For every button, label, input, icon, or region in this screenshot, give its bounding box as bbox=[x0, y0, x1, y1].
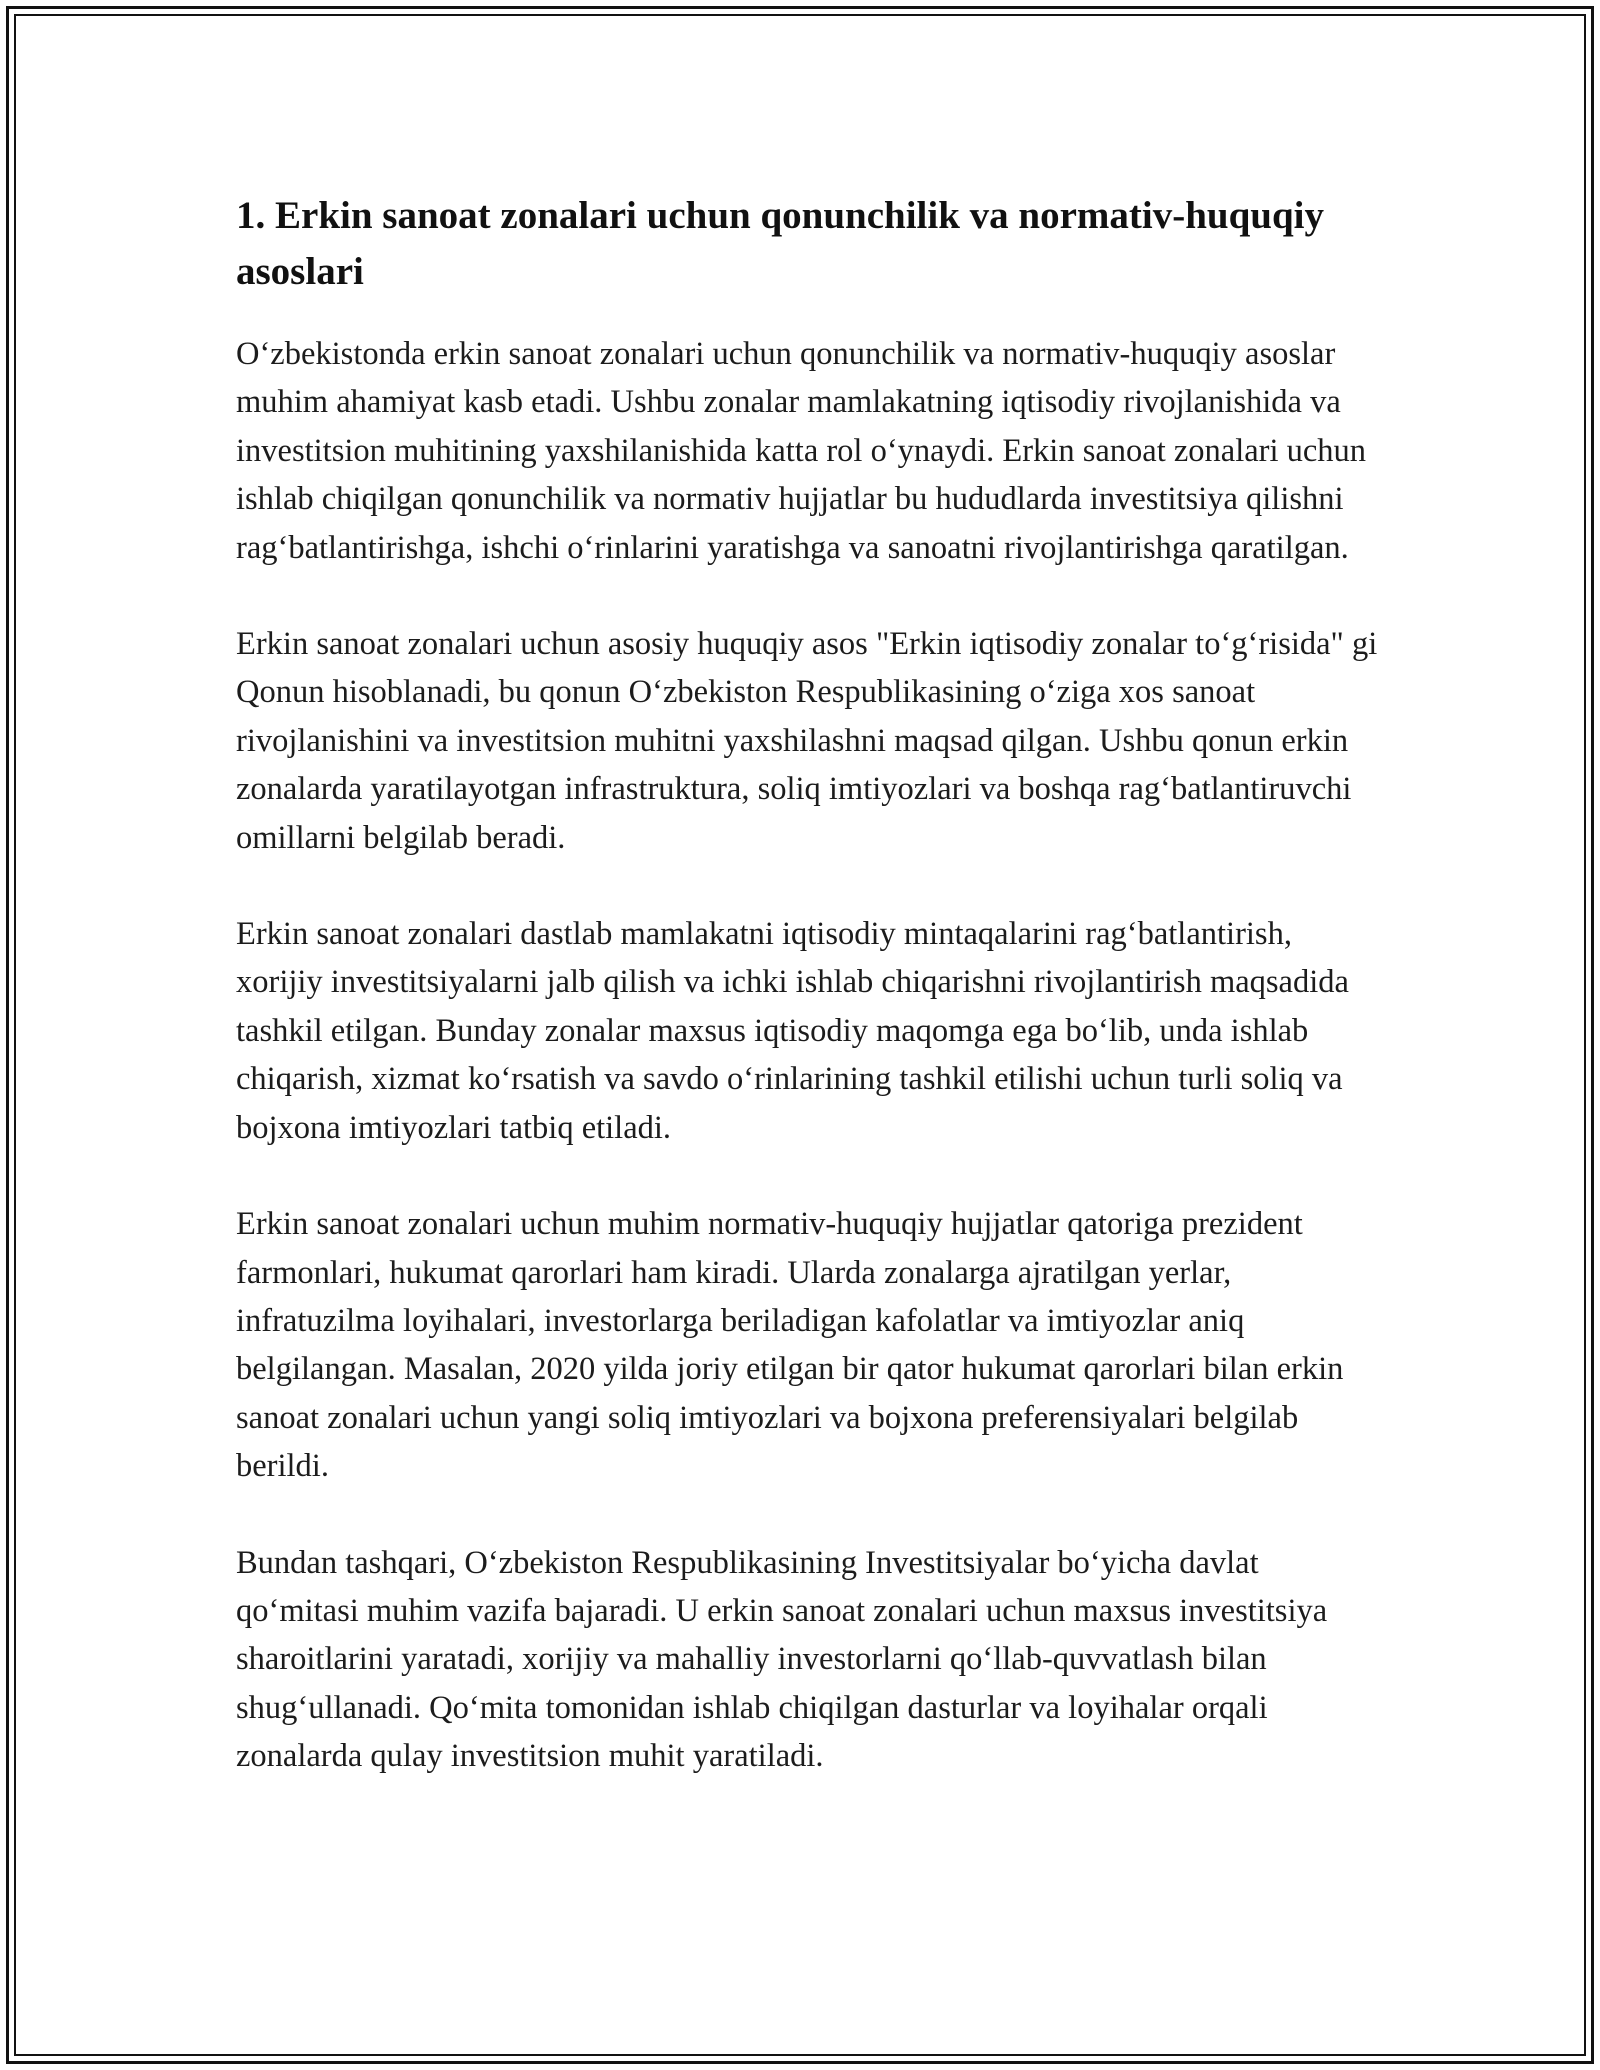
section-heading: 1. Erkin sanoat zonalari uchun qonunchilik va normativ-huquqiy asoslari bbox=[236, 194, 1324, 293]
paragraph-2: Erkin sanoat zonalari uchun asosiy huquqiy asos "Erkin iqtisodiy zonalar to‘g‘risida" gi Qonun hisoblanadi, bu qonun O‘zbekiston Respublikasining o‘ziga xos sanoat rivojlanishini va investitsion muhitni yaxshilashni maqsad qilgan. Ushbu qonun erkin zonalarda yaratilayotgan infrastruktura, soliq imtiyozlari va boshqa rag‘batlantiruvchi omillarni belgilab beradi. bbox=[236, 626, 1378, 856]
paragraph-3: Erkin sanoat zonalari dastlab mamlakatni iqtisodiy mintaqalarini rag‘batlantirish, xorijiy investitsiyalarni jalb qilish va ichki ishlab chiqarishni rivojlantirish maqsadida tashkil etilgan. Bunday zonalar maxsus iqtisodiy maqomga ega bo‘lib, unda ishlab chiqarish, xizmat ko‘rsatish va savdo o‘rinlarining tashkil etilishi uchun turli soliq va bojxona imtiyozlari tatbiq etiladi. bbox=[236, 916, 1349, 1146]
paragraph-5: Bundan tashqari, O‘zbekiston Respublikasining Investitsiyalar bo‘yicha davlat qo‘mitasi muhim vazifa bajaradi. U erkin sanoat zonalari uchun maxsus investitsiya sharoitlarini yaratadi, xorijiy va mahalliy investorlarni qo‘llab-quvvatlash bilan shug‘ullanadi. Qo‘mita tomonidan ishlab chiqilgan dasturlar va loyihalar orqali zonalarda qulay investitsion muhit yaratiladi. bbox=[236, 1544, 1328, 1775]
paragraph-list bbox=[236, 330, 1386, 1781]
paragraph-1: O‘zbekistonda erkin sanoat zonalari uchun qonunchilik va normativ-huquqiy asoslar muhim ahamiyat kasb etadi. Ushbu zonalar mamlakatning iqtisodiy rivojlanishida va investitsion muhitining yaxshilanishida katta rol o‘ynaydi. Erkin sanoat zonalari uchun ishlab chiqilgan qonunchilik va normativ hujjatlar bu hududlarda investitsiya qilishni rag‘batlantirishga, ishchi o‘rinlarini yaratishga va sanoatni rivojlantirishga qaratilgan. bbox=[236, 336, 1367, 566]
document-body bbox=[236, 188, 1386, 1781]
paragraph-4: Erkin sanoat zonalari uchun muhim normativ-huquqiy hujjatlar qatoriga prezident farmonlari, hukumat qarorlari ham kiradi. Ularda zonalarga ajratilgan yerlar, infratuzilma loyihalari, investorlarga beriladigan kafolatlar va imtiyozlar aniq belgilangan. Masalan, 2020 yilda joriy etilgan bir qator hukumat qarorlari bilan erkin sanoat zonalari uchun yangi soliq imtiyozlari va bojxona preferensiyalari belgilab berildi. bbox=[236, 1206, 1344, 1485]
